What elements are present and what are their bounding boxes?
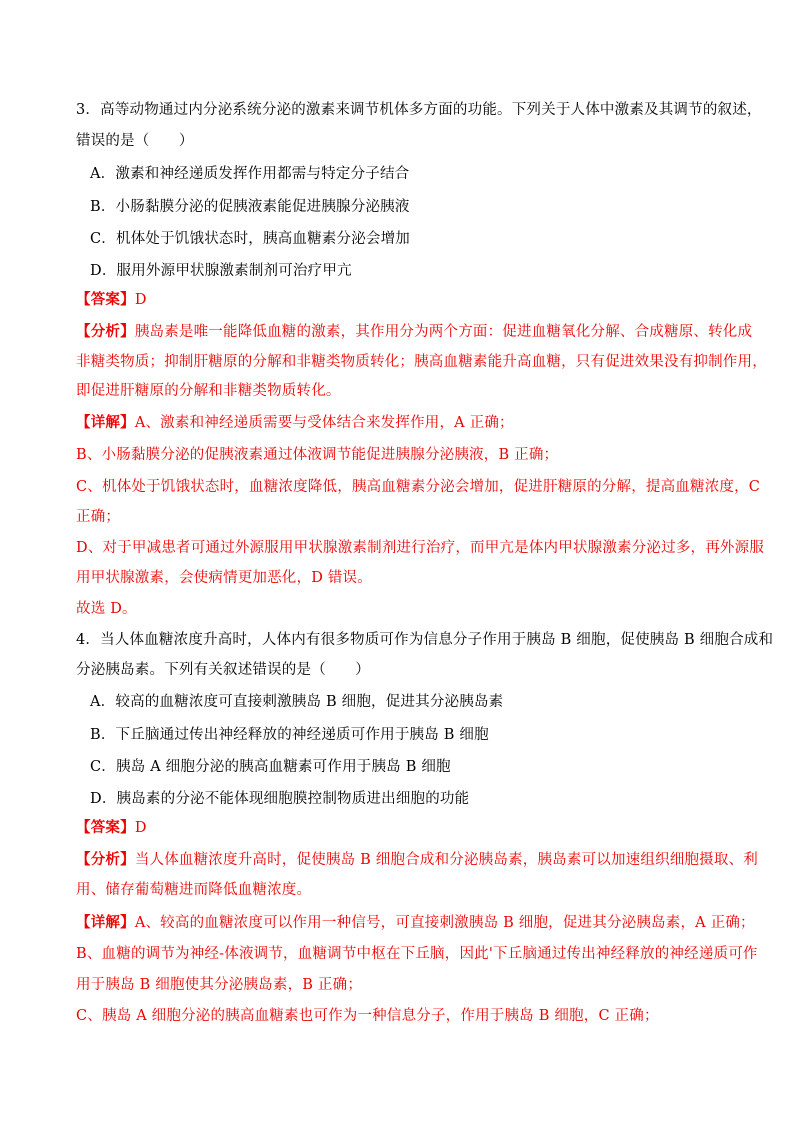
q4-stem-line-2: 分泌胰岛素。下列有关叙述错误的是（ ） [76,662,370,678]
q4-stem-line-1: 4．当人体血糖浓度升高时，人体内有很多物质可作为信息分子作用于胰岛 B 细胞，促使胰岛 B 细胞合成和 [76,632,774,648]
q3-option-d: D．服用外源甲状腺激素制剂可治疗甲亢 [90,263,352,279]
q4-option-a: A．较高的血糖浓度可直接刺激胰岛 B 细胞，促进其分泌胰岛素 [90,694,504,710]
q3-detail-line-2: B、小肠黏膜分泌的促胰液素通过体液调节能促进胰腺分泌胰液，B 正确； [76,447,559,463]
q3-analysis-text-1: 胰岛素是唯一能降低血糖的激素，其作用分为两个方面：促进血糖氧化分解、合成糖原、转化成 [134,324,753,340]
q3-stem-line-2: 错误的是（ ） [76,133,194,149]
q4-analysis-tag: 【分析】 [76,851,135,868]
q3-detail-line-5: D、对于甲减患者可通过外源服用甲状腺激素制剂进行治疗，而甲亢是体内甲状腺激素分泌过多，再外源服 [76,540,765,556]
q4-analysis-line-1 [76,850,758,870]
q4-answer [76,818,147,838]
q3-analysis-tag: 【分析】 [76,323,135,340]
q4-detail-tag: 【详解】 [76,914,135,931]
q3-conclusion: 故选 D。 [76,601,137,617]
q3-detail-line-4: 正确； [76,509,121,525]
q3-detail-line-6: 用甲状腺激素，会使病情更加恶化，D 错误。 [76,570,372,586]
q4-detail-line-1 [76,913,755,933]
q4-detail-line-3: 用于胰岛 B 细胞使其分泌胰岛素，B 正确； [76,977,363,993]
q4-detail-line-4: C、胰岛 A 细胞分泌的胰高血糖素也可作为一种信息分子，作用于胰岛 B 细胞，C 正确； [76,1008,659,1024]
q3-stem-line-1: 3．高等动物通过内分泌系统分泌的激素来调节机体多方面的功能。下列关于人体中激素及其调节的叙述， [76,102,762,118]
q3-analysis-line-1 [76,322,752,342]
q3-detail-tag: 【详解】 [76,414,135,431]
q3-answer [76,290,147,310]
q3-answer-tag: 【答案】 [76,291,135,308]
q3-detail-line-1 [76,413,514,433]
q4-analysis-text-1: 当人体血糖浓度升高时，促使胰岛 B 细胞合成和分泌胰岛素，胰岛素可以加速组织细胞摄取、利 [134,852,758,868]
q3-option-a: A．激素和神经递质发挥作用都需与特定分子结合 [90,166,410,182]
q4-option-b: B．下丘脑通过传出神经释放的神经递质可作用于胰岛 B 细胞 [90,727,489,743]
q4-detail-line-2: B、血糖的调节为神经-体液调节，血糖调节中枢在下丘脑，因此'下丘脑通过传出神经释放的神经递质可作 [76,946,758,962]
q4-option-d: D．胰岛素的分泌不能体现细胞膜控制物质进出细胞的功能 [90,791,470,807]
q4-answer-value: D [134,820,147,836]
q3-analysis-line-3: 即促进肝糖原的分解和非糖类物质转化。 [76,383,341,399]
q3-answer-value: D [134,292,147,308]
q3-analysis-line-2: 非糖类物质；抑制肝糖原的分解和非糖类物质转化；胰高血糖素能升高血糖，只有促进效果没有抑制作用， [76,354,767,370]
q4-option-c: C．胰岛 A 细胞分泌的胰高血糖素可作用于胰岛 B 细胞 [90,759,451,775]
q4-answer-tag: 【答案】 [76,819,135,836]
q4-detail-text-1: A、较高的血糖浓度可以作用一种信号，可直接刺激胰岛 B 细胞，促进其分泌胰岛素，A 正确； [134,915,755,931]
q3-detail-line-3: C、机体处于饥饿状态时，血糖浓度降低，胰高血糖素分泌会增加，促进肝糖原的分解，提高血糖浓度，C [76,479,761,495]
q3-detail-text-1: A、激素和神经递质需要与受体结合来发挥作用，A 正确； [134,415,514,431]
q3-option-c: C．机体处于饥饿状态时，胰高血糖素分泌会增加 [90,231,410,247]
q4-analysis-line-2: 用、储存葡萄糖进而降低血糖浓度。 [76,882,312,898]
q3-option-b: B．小肠黏膜分泌的促胰液素能促进胰腺分泌胰液 [90,199,410,215]
